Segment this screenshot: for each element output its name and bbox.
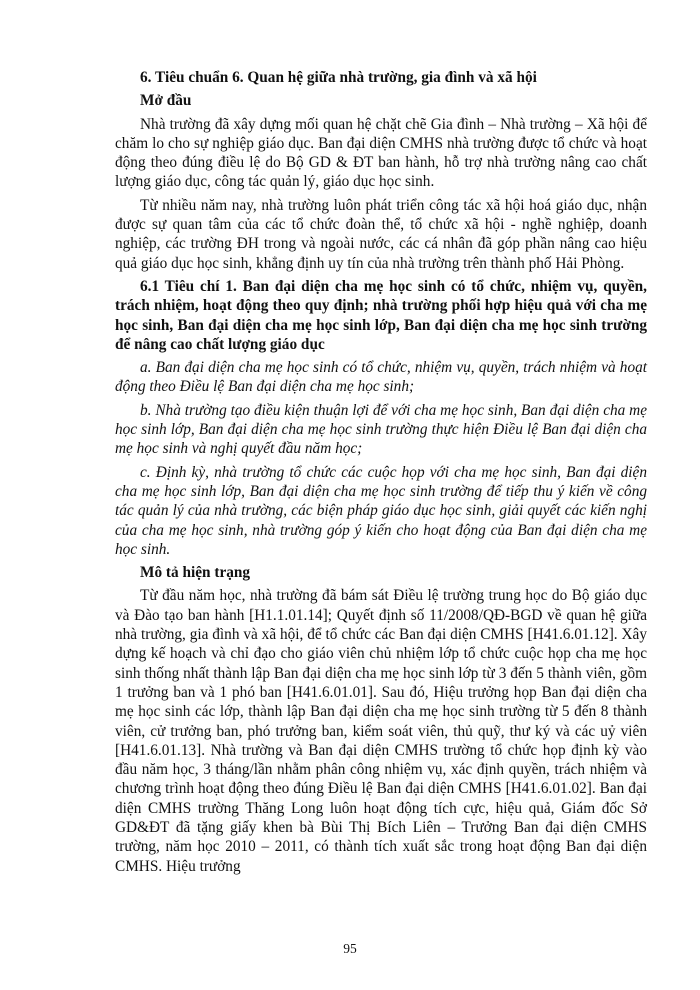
intro-paragraph-2: Từ nhiều năm nay, nhà trường luôn phát triển công tác xã hội hoá giáo dục, nhận được sự quan tâm của các tổ chức đoàn thể, tổ chức xã hội - nghề nghiệp, doanh nghiệp, các trường ĐH trong và ngoài nước, các cá nhân đã góp phần nâng cao hiệu quả giáo dục học sinh, khẳng định uy tín của nhà trường trên thành phố Hải Phòng.	[115, 196, 647, 272]
intro-paragraph-1: Nhà trường đã xây dựng mối quan hệ chặt chẽ Gia đình – Nhà trường – Xã hội để chăm lo cho sự nghiệp giáo dục. Ban đại diện CMHS nhà trường được tổ chức và hoạt động theo đúng điều lệ do Bộ GD & ĐT ban hành, hỗ trợ nhà trường nâng cao chất lượng giáo dục, công tác quản lý, giáo dục học sinh.	[115, 115, 647, 191]
intro-heading: Mở đầu	[140, 92, 192, 110]
document-body	[115, 68, 647, 880]
criterion-item-c: c. Định kỳ, nhà trường tổ chức các cuộc họp với cha mẹ học sinh, Ban đại diện cha mẹ học sinh lớp, Ban đại diện cha mẹ học sinh trường để tiếp thu ý kiến về công tác quản lý của nhà trường, các biện pháp giáo dục học sinh, giải quyết các kiến nghị của cha mẹ học sinh, nhà trường góp ý kiến cho hoạt động của Ban đại diện cha mẹ học sinh.	[115, 463, 647, 558]
criterion-heading: 6.1 Tiêu chí 1. Ban đại diện cha mẹ học sinh có tổ chức, nhiệm vụ, quyền, trách nhiệm, hoạt động theo quy định; nhà trường phối hợp hiệu quả với cha mẹ học sinh, Ban đại diện cha mẹ học sinh lớp, Ban đại diện cha mẹ học sinh trường để nâng cao chất lượng giáo dục	[115, 277, 647, 353]
status-heading: Mô tả hiện trạng	[140, 564, 251, 582]
status-paragraph: Từ đầu năm học, nhà trường đã bám sát Điều lệ trường trung học do Bộ giáo dục và Đào tạo ban hành [H1.1.01.14]; Quyết định số 11/2008/QĐ-BGD về quan hệ giữa nhà trường, gia đình và xã hội, để tổ chức các Ban đại diện CMHS [H41.6.01.12]. Xây dựng kế hoạch và chỉ đạo cho giáo viên chủ nhiệm lớp tổ chức cuộc họp cha mẹ học sinh thống nhất thành lập Ban đại diện cha mẹ học sinh lớp từ 3 đến 5 thành viên, gồm 1 trưởng ban và 1 phó ban [H41.6.01.01]. Sau đó, Hiệu trưởng họp Ban đại diện cha mẹ học sinh các lớp, thành lập Ban đại diện cha mẹ học sinh trường từ 5 đến 8 thành viên, cử trưởng ban, phó trưởng ban, kiểm soát viên, thủ quỹ, thư ký và các uỷ viên [H41.6.01.13]. Nhà trường và Ban đại diện CMHS trường tổ chức họp định kỳ vào đầu năm học, 3 tháng/lần nhằm phân công nhiệm vụ, xác định quyền, trách nhiệm và chương trình hoạt động theo đúng Điều lệ Ban đại diện CMHS [H41.6.01.02]. Ban đại diện CMHS trường Thăng Long luôn hoạt động tích cực, hiệu quả, Giám đốc Sở GD&ĐT đã tặng giấy khen bà Bùi Thị Bích Liên – Trưởng Ban đại diện CMHS trường, năm học 2010 – 2011, có thành tích xuất sắc trong hoạt động Ban đại diện CMHS. Hiệu trưởng	[115, 587, 647, 875]
criterion-item-a: a. Ban đại diện cha mẹ học sinh có tổ chức, nhiệm vụ, quyền, trách nhiệm và hoạt động theo Điều lệ Ban đại diện cha mẹ học sinh;	[115, 359, 647, 396]
section-heading: 6. Tiêu chuẩn 6. Quan hệ giữa nhà trường, gia đình và xã hội	[140, 69, 537, 86]
criterion-item-b: b. Nhà trường tạo điều kiện thuận lợi để với cha mẹ học sinh, Ban đại diện cha mẹ học sinh lớp, Ban đại diện cha mẹ học sinh trường thực hiện Điều lệ Ban đại diện cha mẹ học sinh và nghị quyết đầu năm học;	[115, 401, 647, 458]
page-number: 95	[343, 941, 357, 956]
